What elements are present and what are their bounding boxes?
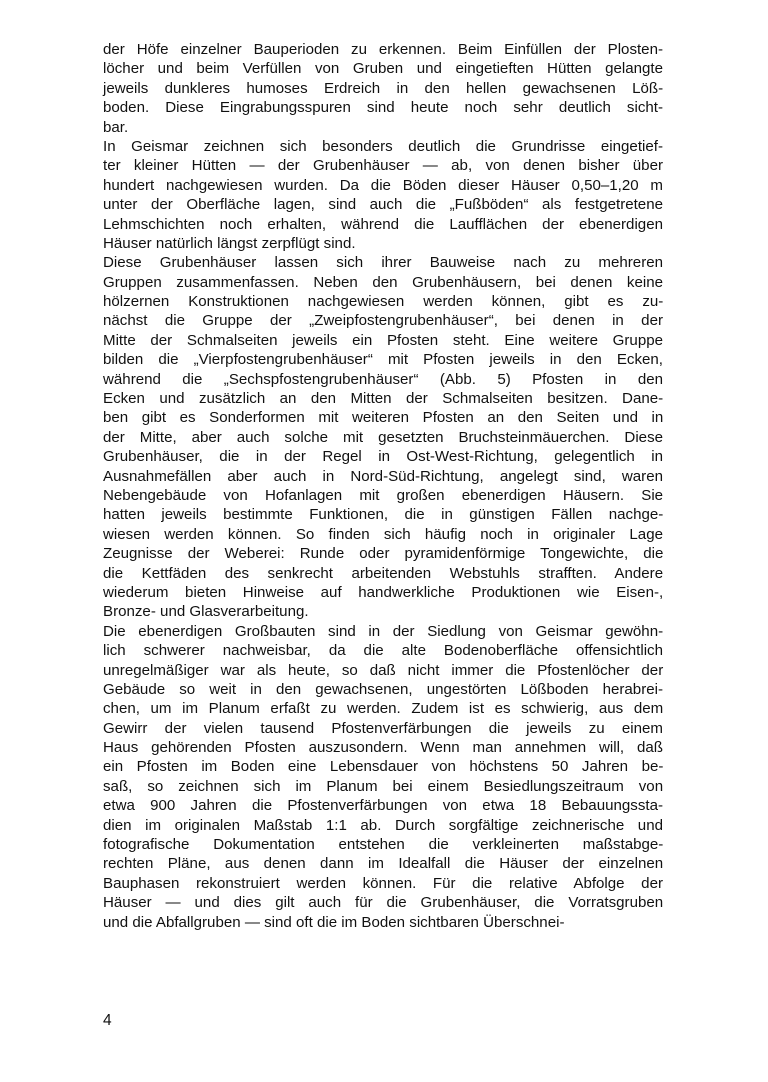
text-line: Grubenhäuser, die in der Regel in Ost-West-Richtung, gelegentlich in [103,448,664,466]
page-number: 4 [103,1012,112,1029]
text-line: und die Abfallgruben — sind oft die im Boden sichtbaren Überschnei- [103,913,565,931]
text-line: dien im originalen Maßstab 1:1 ab. Durch sorgfältige zeichnerische und [103,816,663,834]
text-line: Mitte der Schmalseiten jeweils ein Pfosten steht. Eine weitere Gruppe [103,331,663,349]
text-line: Nebengebäude von Hofanlagen mit großen ebenerdigen Häusern. Sie [103,486,664,504]
text-line: ben gibt es Sonderformen mit weiteren Pfosten an den Seiten und in [103,409,664,427]
text-line: Haus gehörenden Pfosten auszusondern. Wenn man annehmen will, daß [103,739,663,757]
text-line: löcher und beim Verfüllen von Gruben und eingetieften Hütten gelangte [103,60,663,78]
text-line: jeweils dunkleres humoses Erdreich in den hellen gewachsenen Löß- [103,79,664,97]
text-line: hölzernen Konstruktionen nachgewiesen werden können, gibt es zu- [103,293,664,311]
paragraph [103,622,663,932]
text-line: Häuser — und dies gilt auch für die Grubenhäuser, die Vorratsgruben [103,894,664,912]
text-line: nächst die Gruppe der „Zweipfostengrubenhäuser“, bei denen in der [103,312,663,330]
text-line: hundert nachgewiesen wurden. Da die Böden dieser Häuser 0,50–1,20 m [103,176,663,194]
text-line: bilden die „Vierpfostengrubenhäuser“ mit Pfosten jeweils in den Ecken, [103,351,663,369]
paragraph [103,137,663,253]
text-line: hatten jeweils bestimmte Funktionen, die in günstigen Fällen nachge- [103,506,664,524]
text-line: Bauphasen rekonstruiert werden können. Für die relative Abfolge der [103,874,663,892]
text-line: Die ebenerdigen Großbauten sind in der Siedlung von Geismar gewöhn- [103,622,664,640]
text-line: bar. [103,118,129,136]
text-line: saß, so zeichnen sich im Planum bei einem Besiedlungszeitraum von [103,777,664,795]
text-line: Gebäude so weit in den gewachsenen, ungestörten Lößboden herabrei- [103,680,663,698]
text-line: chen, um im Planum erfaßt zu werden. Zudem ist es schwierig, aus dem [103,700,664,718]
text-line: Zeugnisse der Weberei: Runde oder pyramidenförmige Tongewichte, die [103,545,664,563]
text-line: ter kleiner Hütten — der Grubenhäuser — ab, von denen bisher über [103,157,663,175]
text-line: In Geismar zeichnen sich besonders deutlich die Grundrisse eingetief- [103,137,663,155]
text-line: Häuser natürlich längst zerpflügt sind. [103,234,356,252]
text-line: Bronze- und Glasverarbeitung. [103,603,309,621]
text-line: boden. Diese Eingrabungsspuren sind heute noch sehr deutlich sicht- [103,99,663,117]
text-line: Ausnahmefällen aber auch in Nord-Süd-Richtung, angelegt sind, waren [103,467,663,485]
text-line: Gewirr der vielen tausend Pfostenverfärbungen die jeweils zu einem [103,719,663,737]
paragraph [103,253,663,621]
text-line: unter der Oberfläche lagen, sind auch die „Fußböden“ als festgetretene [103,196,663,214]
text-line: wiederum bieten Hinweise auf handwerkliche Produktionen wie Eisen-, [103,583,664,601]
text-line: wiesen werden können. So finden sich häufig noch in originaler Lage [103,525,663,543]
text-line: Ecken und zusätzlich an den Mitten der Schmalseiten besitzen. Dane- [103,390,664,408]
text-line: während die „Sechspfostengrubenhäuser“ (Abb. 5) Pfosten in den [103,370,663,388]
text-line: etwa 900 Jahren die Pfostenverfärbungen von etwa 18 Bebauungssta- [103,797,663,815]
text-line: ein Pfosten im Boden eine Lebensdauer von höchstens 50 Jahren be- [103,758,664,776]
text-line: rechten Pläne, aus denen dann im Idealfall die Häuser der einzelnen [103,855,664,873]
text-line: Diese Grubenhäuser lassen sich ihrer Bauweise nach zu mehreren [103,254,664,272]
text-line: fotografische Dokumentation entstehen die verkleinerten maßstabge- [103,836,664,854]
paragraph [103,40,663,137]
text-line: Lehmschichten noch erhalten, während die Laufflächen der ebenerdigen [103,215,663,233]
text-line: die Kettfäden des senkrecht arbeitenden Webstuhls strafften. Andere [103,564,664,582]
text-line: Gruppen zusammenfassen. Neben den Grubenhäusern, bei denen keine [103,273,663,291]
text-line: unregelmäßiger war als heute, so daß nicht immer die Pfostenlöcher der [103,661,664,679]
text-line: der Höfe einzelner Bauperioden zu erkennen. Beim Einfüllen der Plosten- [103,41,663,58]
text-line: lich schwerer nachweisbar, da die alte Bodenoberfläche offensichtlich [103,642,663,660]
page-body [103,40,663,932]
text-line: der Mitte, aber auch solche mit gesetzten Bruchsteinmäuerchen. Diese [103,428,664,446]
